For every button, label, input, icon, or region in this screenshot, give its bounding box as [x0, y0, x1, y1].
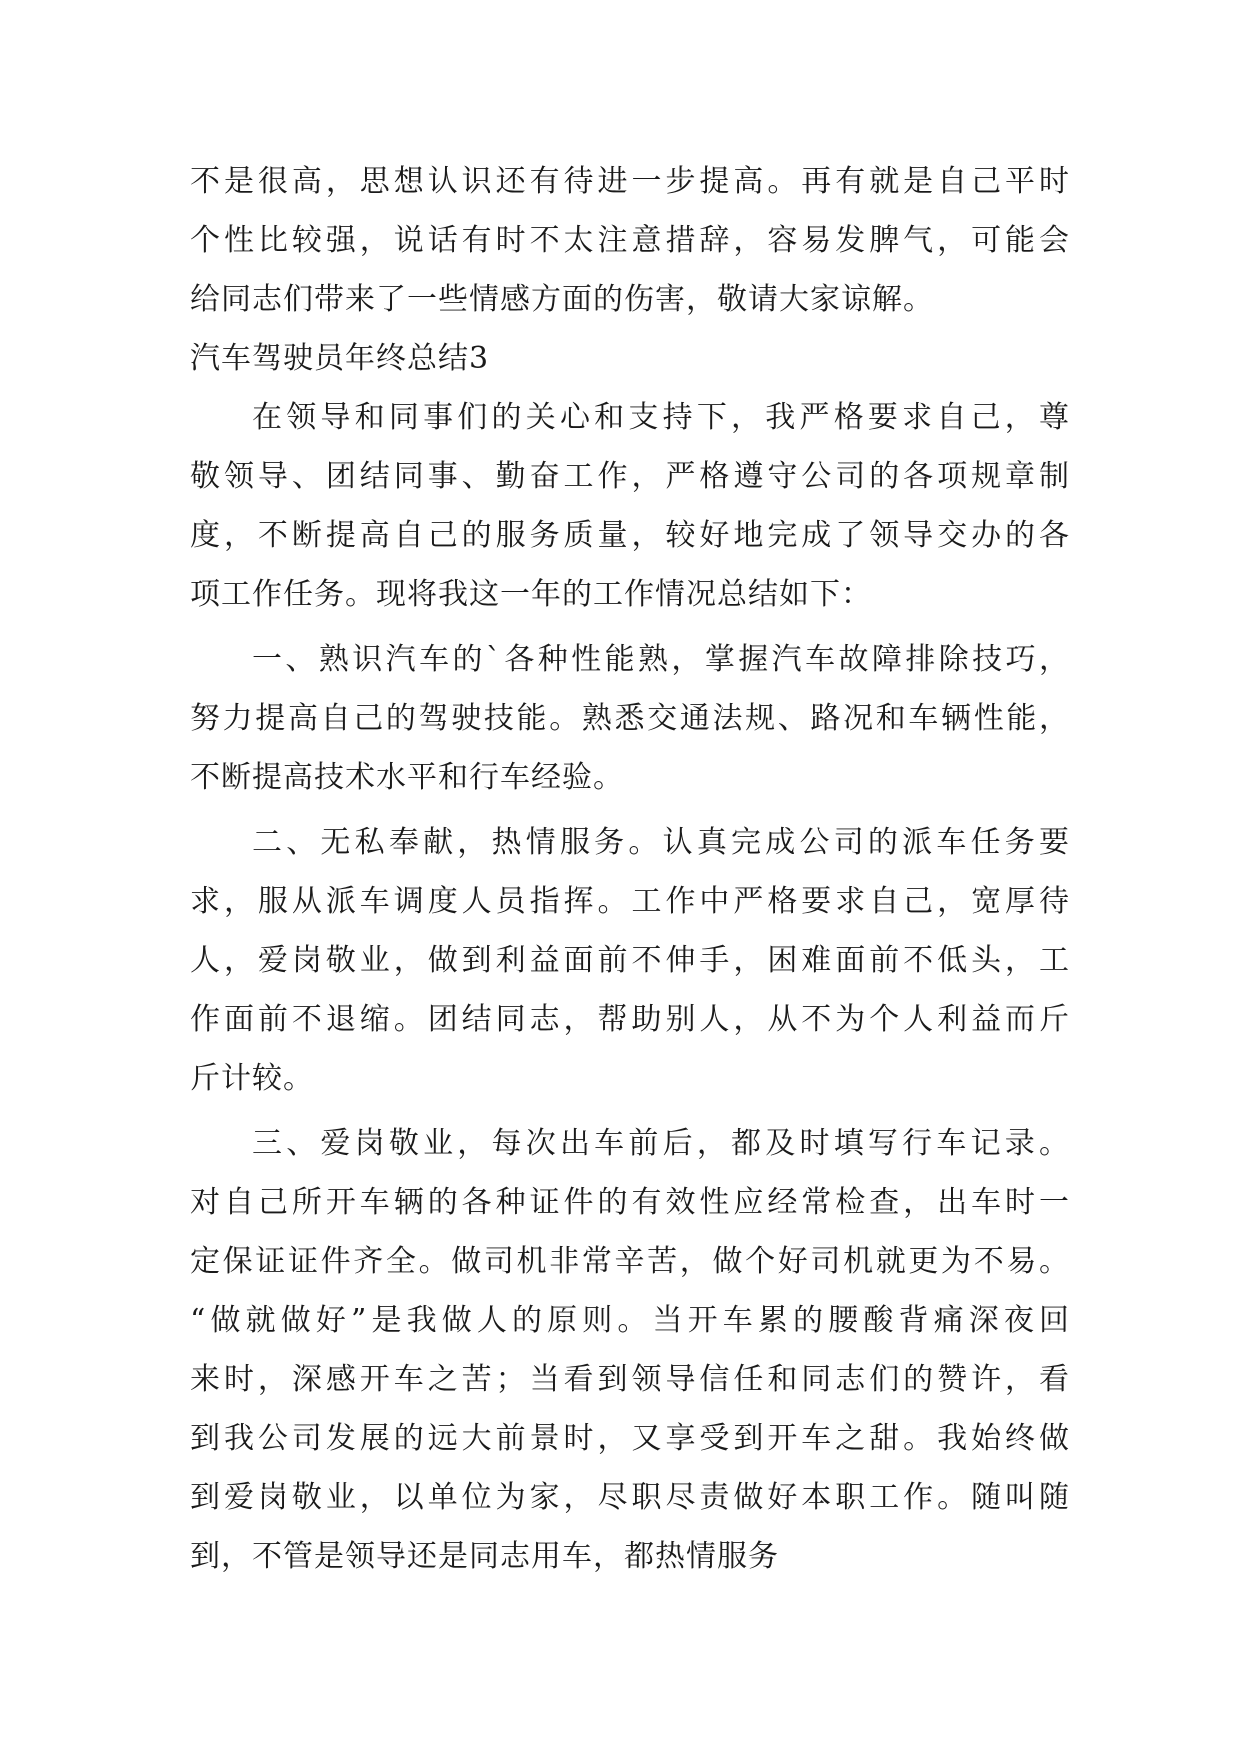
continuation-line: 个性比较强，说话有时不太注意措辞，容易发脾气，可能会: [190, 223, 1070, 258]
paragraph-line: 不断提高技术水平和行车经验。: [190, 760, 624, 795]
paragraph-line: “做就做好”是我做人的原则。当开车累的腰酸背痛深夜回: [190, 1303, 1070, 1338]
paragraph-line: 到爱岗敬业，以单位为家，尽职尽责做好本职工作。随叫随: [190, 1480, 1070, 1515]
paragraph-line: 项工作任务。现将我这一年的工作情况总结如下：: [190, 577, 872, 612]
paragraph-line: 一、熟识汽车的`各种性能熟，掌握汽车故障排除技巧，: [252, 642, 1070, 677]
section-heading: 汽车驾驶员年终总结3: [190, 341, 490, 376]
paragraph-line: 来时，深感开车之苦；当看到领导信任和同志们的赞许，看: [190, 1362, 1070, 1397]
continuation-line: 给同志们带来了一些情感方面的伤害，敬请大家谅解。: [190, 282, 934, 317]
paragraph-line: 求，服从派车调度人员指挥。工作中严格要求自己，宽厚待: [190, 884, 1070, 919]
paragraph-line: 努力提高自己的驾驶技能。熟悉交通法规、路况和车辆性能，: [190, 701, 1070, 736]
paragraph-line: 二、无私奉献，热情服务。认真完成公司的派车任务要: [252, 825, 1070, 860]
continuation-line: 不是很高，思想认识还有待进一步提高。再有就是自己平时: [190, 164, 1070, 199]
paragraph-line: 在领导和同事们的关心和支持下，我严格要求自己，尊: [252, 400, 1070, 435]
paragraph-line: 到，不管是领导还是同志用车，都热情服务: [190, 1539, 779, 1574]
document-body: [190, 152, 1070, 1586]
paragraph-line: 三、爱岗敬业，每次出车前后，都及时填写行车记录。: [252, 1126, 1070, 1161]
paragraph-line: 到我公司发展的远大前景时，又享受到开车之甜。我始终做: [190, 1421, 1070, 1456]
paragraph-line: 人，爱岗敬业，做到利益面前不伸手，困难面前不低头，工: [190, 943, 1070, 978]
paragraph-line: 度，不断提高自己的服务质量，较好地完成了领导交办的各: [190, 518, 1070, 553]
paragraph-line: 作面前不退缩。团结同志，帮助别人，从不为个人利益而斤: [190, 1002, 1070, 1037]
paragraph-line: 对自己所开车辆的各种证件的有效性应经常检查，出车时一: [190, 1185, 1070, 1220]
paragraph-line: 定保证证件齐全。做司机非常辛苦，做个好司机就更为不易。: [190, 1244, 1070, 1279]
paragraph-line: 斤计较。: [190, 1061, 314, 1096]
paragraph-line: 敬领导、团结同事、勤奋工作，严格遵守公司的各项规章制: [190, 459, 1070, 494]
